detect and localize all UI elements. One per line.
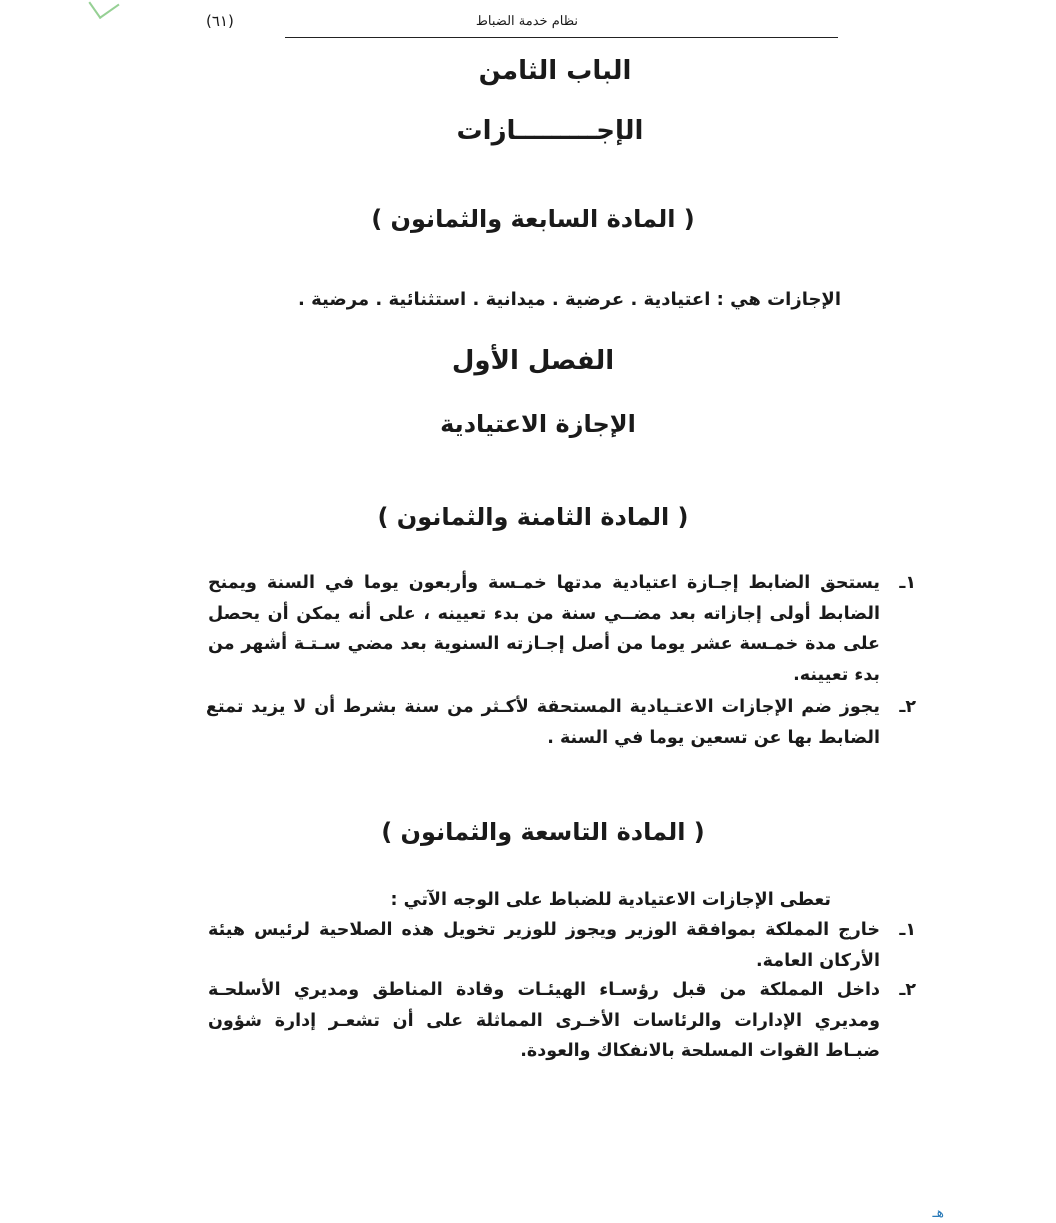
item-text: داخل المملكة من قبل رؤسـاء الهيئـات وقادة المناطق ومديري الأسلحـة ومديري الإدارات والرئاسات الأخـرى المماثلة على أن تشعـر إدارة شؤون ضبـاط القوات المسلحة بالانفكاك والعودة. <box>208 980 880 1061</box>
footer-mark: هـ <box>932 1205 944 1221</box>
item-number: ٢ـ <box>899 980 916 1000</box>
article-87-heading: ( المادة السابعة والثمانون ) <box>371 205 695 233</box>
corner-check-mark <box>88 0 119 19</box>
section-heading: الفصل الأول <box>451 346 615 376</box>
chapter-title: الإجـــــــــازات <box>456 116 644 146</box>
section-subheading: الإجازة الاعتيادية <box>440 410 636 438</box>
page-number: (٦١) <box>206 12 234 30</box>
item-text: يجوز ضم الإجازات الاعتـيادية المستحقة لأكـثر من سنة بشرط أن لا يزيد تمتع الضابط بها عن تسعين يوما في السنة . <box>206 697 880 748</box>
item-number: ١ـ <box>899 920 916 940</box>
item-text: يستحق الضابط إجـازة اعتيادية مدتها خمـسة وأربعون يوما في السنة ويمنح الضابط أولى إجازاته بعد مضــي سنة من بدء تعيينه ، على أنه يمكن أن يحصل على مدة خمـسة عشر يوما من أصل إجـازته السنوية بعد مضي سـتـة أشهر من بدء تعيينه. <box>208 573 880 685</box>
page-header <box>200 10 840 40</box>
article-89-intro: تعطى الإجازات الاعتيادية للضباط على الوجه الآتي : <box>390 890 831 910</box>
article-89-item-1 <box>208 915 916 976</box>
item-number: ١ـ <box>899 573 916 593</box>
article-87-text: الإجازات هي : اعتيادية . عرضية . ميدانية . استثنائية . مرضية . <box>298 289 841 310</box>
header-divider <box>285 37 838 38</box>
item-number: ٢ـ <box>899 697 916 717</box>
article-88-heading: ( المادة الثامنة والثمانون ) <box>377 503 689 531</box>
article-89-heading: ( المادة التاسعة والثمانون ) <box>381 818 705 846</box>
header-title: نظام خدمة الضباط <box>475 14 578 29</box>
chapter-heading: الباب الثامن <box>478 56 632 86</box>
article-88-item-1 <box>208 568 916 690</box>
article-88-item-2 <box>206 692 916 753</box>
item-text: خارج المملكة بموافقة الوزير ويجوز للوزير تخويل هذه الصلاحية لرئيس هيئة الأركان العامة. <box>208 920 880 971</box>
article-89-item-2 <box>208 975 916 1067</box>
